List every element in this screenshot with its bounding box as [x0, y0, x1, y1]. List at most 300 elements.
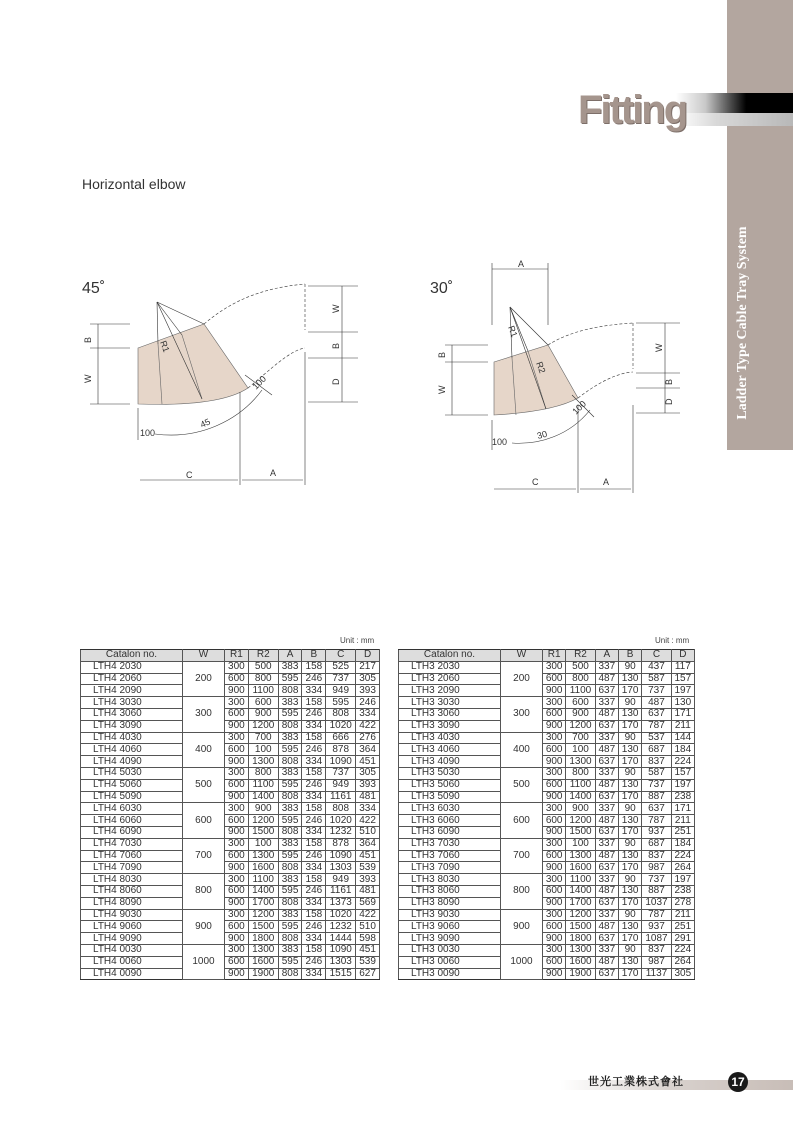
width-group-cell: 200: [183, 661, 225, 696]
label-c-45: C: [186, 470, 193, 480]
table-cell: 1600: [566, 956, 595, 968]
table-cell: 246: [302, 744, 326, 756]
table-cell: 211: [671, 909, 694, 921]
table-cell: 300: [225, 697, 249, 709]
table-header-cell: R1: [225, 650, 249, 662]
catalog-number-cell: LTH3 6060: [399, 815, 501, 827]
catalog-number-cell: LTH4 6090: [81, 826, 183, 838]
catalog-number-cell: LTH4 5090: [81, 791, 183, 803]
table-cell: 238: [671, 791, 694, 803]
table-cell: 1090: [326, 850, 356, 862]
table-cell: 687: [642, 838, 671, 850]
table-row: [81, 697, 380, 709]
table-cell: 130: [618, 744, 641, 756]
table-cell: 1100: [248, 779, 278, 791]
table-cell: 900: [543, 791, 566, 803]
catalog-number-cell: LTH3 7090: [399, 862, 501, 874]
table-cell: 808: [278, 720, 302, 732]
table-cell: 300: [225, 909, 249, 921]
width-group-cell: 600: [183, 803, 225, 838]
table-cell: 900: [543, 933, 566, 945]
table-cell: 300: [225, 767, 249, 779]
table-cell: 595: [278, 744, 302, 756]
table-cell: 90: [618, 767, 641, 779]
table-cell: 600: [543, 815, 566, 827]
table-cell: 117: [671, 661, 694, 673]
table-row: [81, 744, 380, 756]
label-a-bottom-30: A: [603, 477, 610, 487]
label-w-left-45: W: [83, 374, 93, 383]
table-header-cell: R2: [566, 650, 595, 662]
table-cell: 1400: [248, 885, 278, 897]
label-w-right-30: W: [654, 343, 664, 352]
table-cell: 1500: [248, 826, 278, 838]
company-name: 世光工業株式會社: [588, 1076, 684, 1088]
catalog-number-cell: LTH3 9060: [399, 921, 501, 933]
table-row: [81, 791, 380, 803]
table-cell: 246: [302, 956, 326, 968]
table-cell: 500: [566, 661, 595, 673]
table-cell: 600: [225, 885, 249, 897]
table-row: [81, 826, 380, 838]
table-cell: 487: [595, 779, 618, 791]
catalog-number-cell: LTH4 8060: [81, 885, 183, 897]
table-cell: 300: [543, 661, 566, 673]
table-cell: 700: [566, 732, 595, 744]
table-cell: 383: [278, 661, 302, 673]
table-cell: 937: [642, 921, 671, 933]
table-cell: 627: [356, 968, 380, 980]
table-cell: 900: [225, 791, 249, 803]
table-row: [81, 685, 380, 697]
table-row: [399, 850, 695, 862]
table-cell: 600: [248, 697, 278, 709]
table-row: [81, 661, 380, 673]
elbow-45-diagram: [80, 280, 370, 490]
catalog-number-cell: LTH3 9030: [399, 909, 501, 921]
table-cell: 1161: [326, 885, 356, 897]
table-cell: 595: [278, 850, 302, 862]
table-cell: 1020: [326, 720, 356, 732]
table-cell: 334: [302, 756, 326, 768]
catalog-number-cell: LTH3 4060: [399, 744, 501, 756]
table-cell: 393: [356, 685, 380, 697]
catalog-number-cell: LTH3 7030: [399, 838, 501, 850]
table-cell: 158: [302, 838, 326, 850]
table-cell: 937: [642, 826, 671, 838]
table-cell: 364: [356, 744, 380, 756]
table-header-cell: B: [618, 650, 641, 662]
table-cell: 808: [278, 862, 302, 874]
table-cell: 158: [302, 697, 326, 709]
catalog-number-cell: LTH4 0090: [81, 968, 183, 980]
table-cell: 637: [642, 803, 671, 815]
table-cell: 197: [671, 779, 694, 791]
table-cell: 900: [543, 756, 566, 768]
table-row: [399, 874, 695, 886]
table-row: [81, 838, 380, 850]
table-row: [399, 815, 695, 827]
table-cell: 808: [278, 933, 302, 945]
table-cell: 170: [618, 897, 641, 909]
table-cell: 1303: [326, 862, 356, 874]
table-cell: 595: [278, 885, 302, 897]
table-cell: 900: [543, 968, 566, 980]
width-group-cell: 900: [183, 909, 225, 944]
catalog-number-cell: LTH3 6090: [399, 826, 501, 838]
table-cell: 1400: [566, 885, 595, 897]
table-cell: 246: [302, 673, 326, 685]
table-cell: 595: [278, 708, 302, 720]
table-cell: 1037: [642, 897, 671, 909]
table-cell: 170: [618, 933, 641, 945]
table-header-cell: C: [326, 650, 356, 662]
table-cell: 878: [326, 744, 356, 756]
table-row: [399, 921, 695, 933]
table-cell: 170: [618, 968, 641, 980]
table-cell: 305: [356, 767, 380, 779]
label-100-a-45: 100: [140, 428, 156, 438]
table-cell: 90: [618, 838, 641, 850]
table-cell: 170: [618, 826, 641, 838]
table-cell: 383: [278, 874, 302, 886]
table-cell: 878: [326, 838, 356, 850]
table-cell: 900: [225, 933, 249, 945]
table-cell: 487: [642, 697, 671, 709]
unit-label-left: Unit : mm: [340, 636, 375, 645]
table-row: [399, 685, 695, 697]
table-cell: 246: [302, 708, 326, 720]
table-row: [81, 803, 380, 815]
table-row: [81, 756, 380, 768]
table-cell: 1137: [642, 968, 671, 980]
table-cell: 1800: [566, 933, 595, 945]
angle-label-45: 45˚: [82, 280, 106, 297]
table-cell: 700: [248, 732, 278, 744]
table-cell: 1300: [566, 850, 595, 862]
table-cell: 246: [302, 779, 326, 791]
table-cell: 510: [356, 826, 380, 838]
table-cell: 130: [618, 885, 641, 897]
catalog-number-cell: LTH4 6060: [81, 815, 183, 827]
table-row: [399, 803, 695, 815]
table-cell: 130: [618, 708, 641, 720]
table-cell: 334: [356, 803, 380, 815]
table-header-row: [81, 650, 380, 662]
table-cell: 900: [225, 897, 249, 909]
label-angle-45: 45: [198, 416, 212, 430]
page-number: 17: [728, 1072, 748, 1092]
table-header-cell: A: [595, 650, 618, 662]
table-cell: 737: [642, 874, 671, 886]
table-cell: 337: [595, 732, 618, 744]
catalog-number-cell: LTH3 8060: [399, 885, 501, 897]
table-row: [81, 779, 380, 791]
table-cell: 487: [595, 673, 618, 685]
table-row: [81, 815, 380, 827]
table-cell: 808: [278, 756, 302, 768]
table-cell: 264: [671, 956, 694, 968]
table-cell: 1100: [566, 874, 595, 886]
table-row: [81, 897, 380, 909]
label-b-left-45: B: [83, 336, 93, 343]
table-row: [399, 673, 695, 685]
table-cell: 1500: [566, 921, 595, 933]
table-cell: 100: [248, 744, 278, 756]
catalog-number-cell: LTH4 8030: [81, 874, 183, 886]
width-group-cell: 800: [501, 874, 543, 909]
table-row: [81, 732, 380, 744]
table-cell: 184: [671, 744, 694, 756]
table-cell: 337: [595, 838, 618, 850]
table-cell: 900: [248, 803, 278, 815]
table-cell: 487: [595, 708, 618, 720]
table-cell: 637: [595, 791, 618, 803]
table-header-cell: R2: [248, 650, 278, 662]
catalog-number-cell: LTH4 2090: [81, 685, 183, 697]
table-row: [399, 791, 695, 803]
table-cell: 1600: [566, 862, 595, 874]
table-cell: 1090: [326, 944, 356, 956]
table-cell: 539: [356, 862, 380, 874]
table-cell: 637: [595, 756, 618, 768]
table-cell: 600: [543, 885, 566, 897]
table-cell: 900: [225, 685, 249, 697]
table-cell: 900: [225, 720, 249, 732]
table-cell: 637: [595, 826, 618, 838]
table-cell: 1300: [566, 944, 595, 956]
catalog-number-cell: LTH4 7030: [81, 838, 183, 850]
table-cell: 383: [278, 944, 302, 956]
table-cell: 637: [595, 685, 618, 697]
table-cell: 787: [642, 815, 671, 827]
table-cell: 1373: [326, 897, 356, 909]
table-cell: 197: [671, 685, 694, 697]
table-cell: 1700: [566, 897, 595, 909]
table-cell: 600: [225, 779, 249, 791]
table-cell: 481: [356, 791, 380, 803]
table-row: [399, 897, 695, 909]
table-cell: 687: [642, 744, 671, 756]
catalog-number-cell: LTH3 6030: [399, 803, 501, 815]
catalog-number-cell: LTH4 3090: [81, 720, 183, 732]
width-group-cell: 400: [501, 732, 543, 767]
width-group-cell: 300: [183, 697, 225, 732]
table-cell: 217: [356, 661, 380, 673]
table-cell: 337: [595, 661, 618, 673]
table-row: [81, 862, 380, 874]
table-cell: 300: [543, 767, 566, 779]
label-a-top-30: A: [518, 259, 525, 269]
table-cell: 1500: [566, 826, 595, 838]
table-cell: 666: [326, 732, 356, 744]
table-cell: 157: [671, 673, 694, 685]
table-cell: 90: [618, 803, 641, 815]
table-cell: 90: [618, 944, 641, 956]
table-cell: 300: [543, 697, 566, 709]
table-cell: 737: [642, 685, 671, 697]
width-group-cell: 500: [183, 767, 225, 802]
table-cell: 130: [671, 697, 694, 709]
table-cell: 800: [248, 767, 278, 779]
table-cell: 337: [595, 767, 618, 779]
table-cell: 1600: [248, 956, 278, 968]
table-cell: 900: [225, 756, 249, 768]
table-cell: 600: [566, 697, 595, 709]
table-cell: 334: [302, 720, 326, 732]
table-cell: 158: [302, 874, 326, 886]
table-row: [81, 956, 380, 968]
catalog-number-cell: LTH4 4060: [81, 744, 183, 756]
table-cell: 1100: [248, 685, 278, 697]
table-header-cell: B: [302, 650, 326, 662]
catalog-number-cell: LTH3 0030: [399, 944, 501, 956]
table-cell: 600: [225, 815, 249, 827]
table-cell: 1303: [326, 956, 356, 968]
table-cell: 1300: [248, 850, 278, 862]
table-cell: 337: [595, 874, 618, 886]
table-cell: 334: [356, 708, 380, 720]
table-cell: 1444: [326, 933, 356, 945]
table-cell: 170: [618, 791, 641, 803]
table-header-cell: W: [183, 650, 225, 662]
table-cell: 170: [618, 720, 641, 732]
table-cell: 305: [356, 673, 380, 685]
table-row: [399, 968, 695, 980]
table-row: [81, 767, 380, 779]
label-angle-30: 30: [535, 428, 549, 441]
table-cell: 525: [326, 661, 356, 673]
table-row: [399, 697, 695, 709]
table-cell: 1900: [248, 968, 278, 980]
table-cell: 224: [671, 944, 694, 956]
table-row: [399, 779, 695, 791]
page-title: Fitting: [578, 88, 687, 132]
table-cell: 90: [618, 697, 641, 709]
catalog-number-cell: LTH4 5060: [81, 779, 183, 791]
table-cell: 246: [302, 885, 326, 897]
table-cell: 383: [278, 838, 302, 850]
table-cell: 1232: [326, 826, 356, 838]
table-cell: 300: [543, 944, 566, 956]
table-cell: 364: [356, 838, 380, 850]
table-cell: 1232: [326, 921, 356, 933]
table-cell: 171: [671, 803, 694, 815]
table-header-cell: Catalon no.: [81, 650, 183, 662]
catalog-number-cell: LTH4 2060: [81, 673, 183, 685]
catalog-number-cell: LTH3 8030: [399, 874, 501, 886]
table-cell: 787: [642, 720, 671, 732]
table-row: [81, 850, 380, 862]
table-cell: 900: [566, 803, 595, 815]
catalog-number-cell: LTH4 0030: [81, 944, 183, 956]
side-title-text: Ladder Type Cable Tray System: [735, 225, 750, 420]
table-cell: 422: [356, 909, 380, 921]
table-cell: 158: [302, 909, 326, 921]
table-cell: 487: [595, 956, 618, 968]
table-cell: 600: [225, 850, 249, 862]
table-cell: 600: [543, 850, 566, 862]
table-cell: 1500: [248, 921, 278, 933]
table-header-cell: A: [278, 650, 302, 662]
section-title: Horizontal elbow: [82, 176, 186, 192]
table-header-cell: D: [671, 650, 694, 662]
table-cell: 130: [618, 850, 641, 862]
table-cell: 144: [671, 732, 694, 744]
catalog-number-cell: LTH3 5090: [399, 791, 501, 803]
table-cell: 587: [642, 673, 671, 685]
label-w-left-30: W: [437, 385, 447, 394]
table-cell: 238: [671, 885, 694, 897]
table-cell: 900: [543, 720, 566, 732]
table-cell: 800: [248, 673, 278, 685]
width-group-cell: 700: [183, 838, 225, 873]
catalog-number-cell: LTH3 8090: [399, 897, 501, 909]
table-cell: 300: [543, 838, 566, 850]
table-cell: 300: [543, 874, 566, 886]
catalog-number-cell: LTH4 4030: [81, 732, 183, 744]
table-cell: 334: [302, 685, 326, 697]
table-row: [399, 708, 695, 720]
table-cell: 887: [642, 791, 671, 803]
table-header-row: [399, 650, 695, 662]
catalog-number-cell: LTH4 7090: [81, 862, 183, 874]
width-group-cell: 900: [501, 909, 543, 944]
spec-table-30: [398, 649, 695, 980]
table-cell: 837: [642, 944, 671, 956]
label-b-right-30: B: [664, 378, 674, 385]
table-cell: 949: [326, 685, 356, 697]
table-cell: 900: [248, 708, 278, 720]
table-row: [81, 874, 380, 886]
table-row: [81, 944, 380, 956]
table-cell: 808: [326, 708, 356, 720]
table-cell: 737: [642, 779, 671, 791]
header-gradient-bar-lower: [676, 113, 793, 126]
table-cell: 264: [671, 862, 694, 874]
table-cell: 422: [356, 720, 380, 732]
table-cell: 900: [566, 708, 595, 720]
table-cell: 900: [543, 826, 566, 838]
table-cell: 900: [543, 685, 566, 697]
table-cell: 887: [642, 885, 671, 897]
table-cell: 537: [642, 732, 671, 744]
catalog-number-cell: LTH4 9060: [81, 921, 183, 933]
table-cell: 637: [595, 720, 618, 732]
header-gradient-bar: [676, 93, 793, 113]
table-cell: 595: [278, 815, 302, 827]
table-cell: 300: [225, 838, 249, 850]
label-r1-45: R1: [158, 339, 172, 354]
table-cell: 1090: [326, 756, 356, 768]
side-title: [731, 200, 755, 445]
spec-table-45: [80, 649, 380, 980]
table-row: [81, 720, 380, 732]
table-cell: 1100: [566, 779, 595, 791]
table-cell: 300: [543, 803, 566, 815]
label-100-a-30: 100: [492, 437, 508, 447]
table-cell: 334: [302, 933, 326, 945]
table-cell: 598: [356, 933, 380, 945]
table-cell: 383: [278, 767, 302, 779]
table-cell: 130: [618, 956, 641, 968]
table-row: [399, 862, 695, 874]
table-cell: 158: [302, 732, 326, 744]
table-cell: 900: [543, 862, 566, 874]
table-cell: 451: [356, 944, 380, 956]
table-cell: 1087: [642, 933, 671, 945]
table-cell: 808: [278, 897, 302, 909]
